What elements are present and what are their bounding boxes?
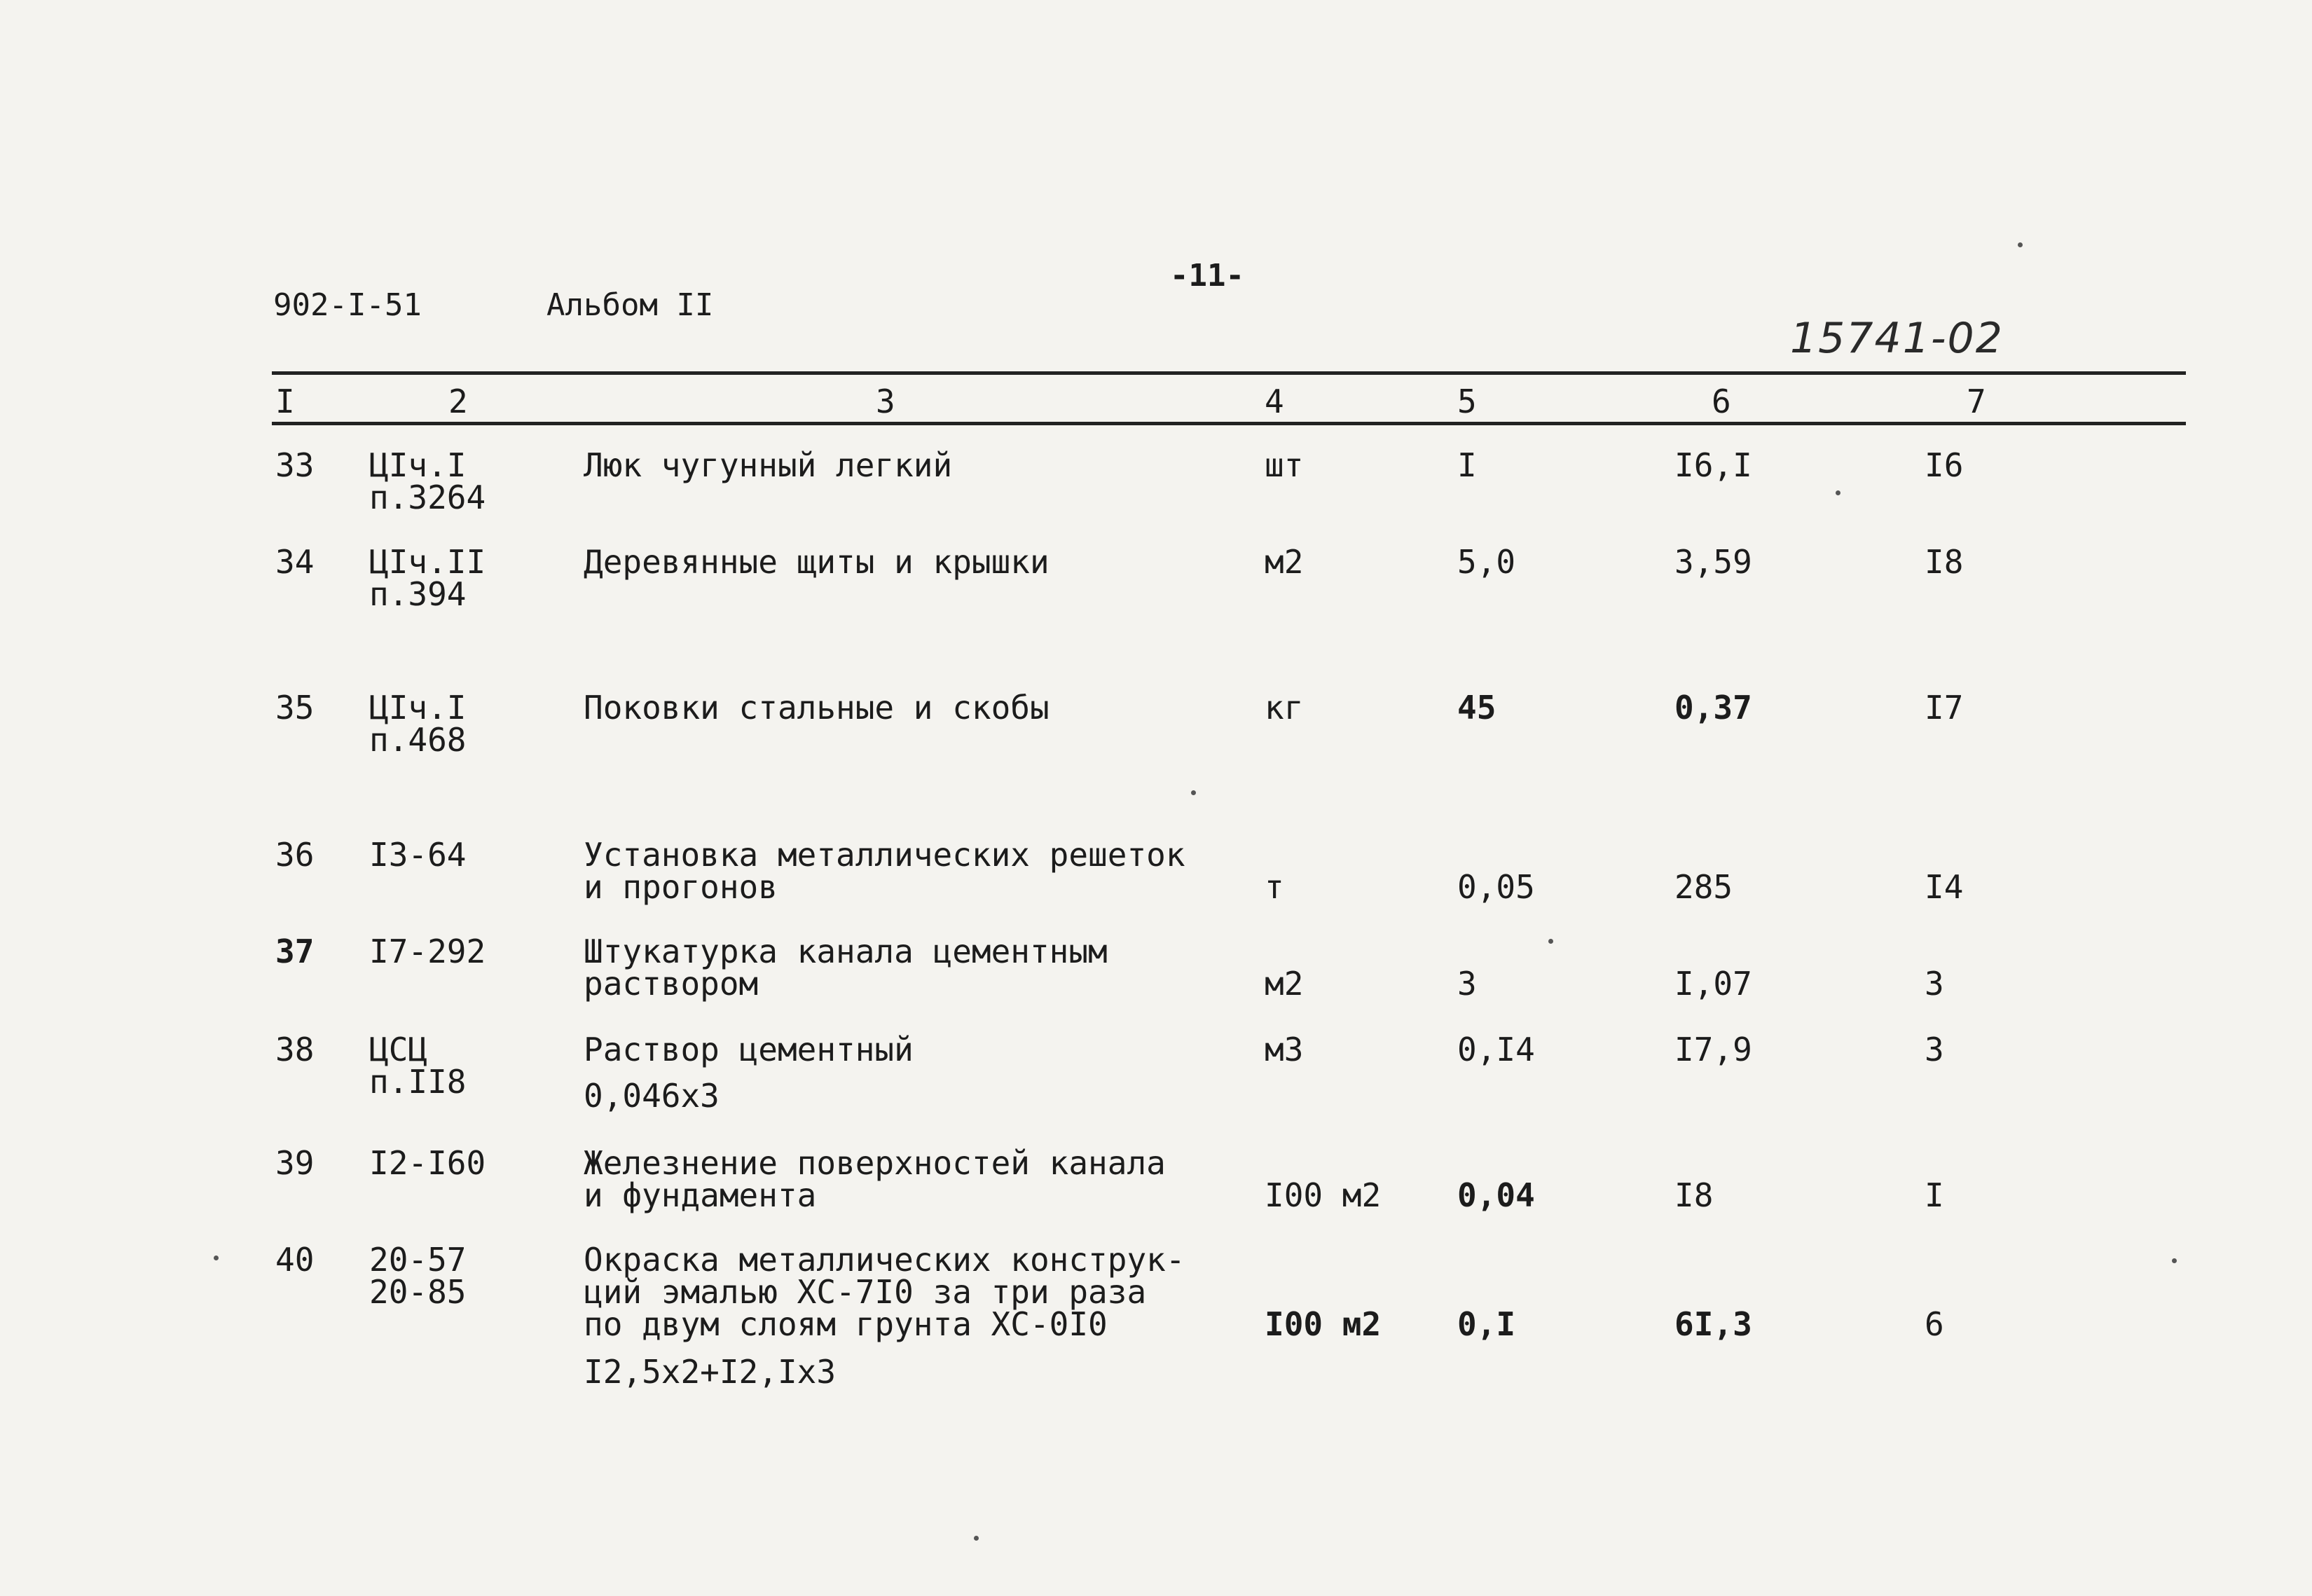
- quantity: I: [1457, 446, 1477, 484]
- row-number: 38: [275, 1031, 315, 1068]
- column-header-5: 5: [1457, 383, 1477, 420]
- scan-speck: [214, 1256, 219, 1260]
- item-name-line-3: по двум слоям грунта ХС-0I0: [584, 1305, 1108, 1343]
- unit: I00 м2: [1265, 1305, 1382, 1343]
- item-name: Раствор цементный: [584, 1031, 914, 1068]
- column-header-6: 6: [1712, 383, 1731, 420]
- header-bottom-rule: [272, 422, 2186, 425]
- total: I6: [1925, 446, 1964, 484]
- total: I7: [1925, 689, 1964, 727]
- unit: м2: [1265, 543, 1304, 581]
- unit-price: 3,59: [1674, 543, 1752, 581]
- column-header-1: I: [275, 383, 295, 420]
- scan-speck: [2172, 1258, 2177, 1263]
- ref-line-1: I2-I60: [369, 1144, 486, 1182]
- total: 3: [1925, 1031, 1944, 1068]
- ref-line-1: I3-64: [369, 836, 467, 874]
- quantity: 5,0: [1457, 543, 1516, 581]
- unit-price: 0,37: [1674, 689, 1752, 727]
- scan-speck: [974, 1536, 979, 1541]
- unit: м2: [1265, 965, 1304, 1003]
- ref-line-2: п.3264: [369, 479, 486, 516]
- item-name-line-1: Железнение поверхностей канала: [584, 1144, 1166, 1182]
- ref-line-1: ЦСЦ: [369, 1031, 428, 1068]
- unit-price: 6I,3: [1674, 1305, 1752, 1343]
- item-name-line-2: ций эмалью ХС-7I0 за три раза: [584, 1273, 1147, 1311]
- scan-speck: [1836, 490, 1840, 495]
- quantity: 0,I4: [1457, 1031, 1535, 1068]
- unit-price: 285: [1674, 868, 1733, 906]
- row-number: 34: [275, 543, 315, 581]
- column-header-4: 4: [1265, 383, 1284, 420]
- ref-line-1: ЦIч.I: [369, 446, 467, 484]
- item-name-line-1: Штукатурка канала цементным: [584, 933, 1108, 970]
- row-number: 36: [275, 836, 315, 874]
- total: I: [1925, 1176, 1944, 1214]
- scan-speck: [1191, 790, 1196, 795]
- ref-line-1: 20-57: [369, 1241, 467, 1279]
- unit-price: I8: [1674, 1176, 1714, 1214]
- unit: I00 м2: [1265, 1176, 1382, 1214]
- ref-line-1: ЦIч.II: [369, 543, 486, 581]
- unit: т: [1265, 868, 1284, 906]
- quantity: 0,I: [1457, 1305, 1516, 1343]
- row-number: 40: [275, 1241, 315, 1279]
- ref-line-1: ЦIч.I: [369, 689, 467, 727]
- quantity: 0,05: [1457, 868, 1535, 906]
- ref-line-2: п.468: [369, 721, 467, 759]
- unit: шт: [1265, 446, 1304, 484]
- unit: м3: [1265, 1031, 1304, 1068]
- ref-line-2: 20-85: [369, 1273, 467, 1311]
- item-name: Деревянные щиты и крышки: [584, 543, 1050, 581]
- unit-price: I7,9: [1674, 1031, 1752, 1068]
- item-name-line-2: раствором: [584, 965, 759, 1003]
- document-code: 902-I-51: [273, 287, 422, 323]
- total: 6: [1925, 1305, 1944, 1343]
- column-header-2: 2: [448, 383, 468, 420]
- row-number: 33: [275, 446, 315, 484]
- item-calc-note: 0,046х3: [584, 1077, 720, 1115]
- item-name-line-2: и прогонов: [584, 868, 778, 906]
- table-top-rule: [272, 371, 2186, 375]
- ref-line-2: п.II8: [369, 1063, 467, 1101]
- row-number: 37: [275, 933, 315, 970]
- unit-price: I,07: [1674, 965, 1752, 1003]
- scan-speck: [2018, 242, 2023, 247]
- ref-line-1: I7-292: [369, 933, 486, 970]
- row-number: 35: [275, 689, 315, 727]
- scan-speck: [1548, 939, 1553, 944]
- item-name-line-2: и фундамента: [584, 1176, 817, 1214]
- item-name: Люк чугунный легкий: [584, 446, 953, 484]
- unit: кг: [1265, 689, 1304, 727]
- item-calc-note: I2,5х2+I2,Iх3: [584, 1353, 837, 1391]
- handwritten-number: 15741-02: [1790, 314, 2004, 363]
- total: 3: [1925, 965, 1944, 1003]
- total: I8: [1925, 543, 1964, 581]
- column-header-7: 7: [1967, 383, 1986, 420]
- row-number: 39: [275, 1144, 315, 1182]
- item-name: Поковки стальные и скобы: [584, 689, 1050, 727]
- quantity: 45: [1457, 689, 1496, 727]
- unit-price: I6,I: [1674, 446, 1752, 484]
- quantity: 0,04: [1457, 1176, 1535, 1214]
- item-name-line-1: Окраска металлических конструк-: [584, 1241, 1185, 1279]
- ref-line-2: п.394: [369, 575, 467, 613]
- quantity: 3: [1457, 965, 1477, 1003]
- album-label: Альбом II: [546, 287, 714, 323]
- column-header-3: 3: [876, 383, 895, 420]
- item-name-line-1: Установка металлических решеток: [584, 836, 1185, 874]
- page-number: -11-: [1170, 258, 1244, 294]
- total: I4: [1925, 868, 1964, 906]
